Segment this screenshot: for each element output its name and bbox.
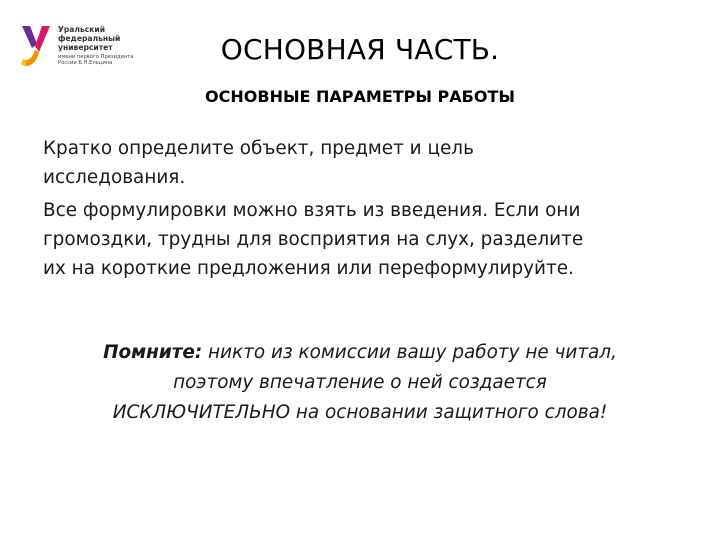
logo-subline-1: имени первого Президента (58, 54, 134, 60)
logo-line-3: университет (58, 43, 113, 52)
paragraph-objectives (43, 134, 683, 192)
note-line: поэтому впечатление о ней создается (173, 372, 547, 393)
slide-body (43, 134, 683, 287)
note-lead: Помните: (103, 342, 203, 363)
reminder-note (30, 338, 690, 428)
logo-line-1: Уральский (58, 25, 106, 34)
note-line (30, 338, 690, 368)
paragraph-line: громоздки, трудны для восприятия на слух, разделите (43, 229, 584, 250)
paragraph-line: исследования. (43, 167, 186, 188)
note-line: ИСКЛЮЧИТЕЛЬНО на основании защитного слова! (112, 402, 608, 423)
slide-title: ОСНОВНАЯ ЧАСТЬ. (220, 33, 500, 66)
paragraph-line: Все формулировки можно взять из введения. Если они (43, 200, 581, 221)
logo-subline-2: России Б.Н.Ельцина (58, 60, 113, 67)
paragraph-formulations (43, 196, 683, 283)
logo-line-2: федеральный (58, 34, 121, 43)
note-line-1-rest: никто из комиссии вашу работу не читал, (202, 342, 617, 363)
paragraph-line: их на короткие предложения или переформулируйте. (43, 258, 574, 279)
paragraph-line: Кратко определите объект, предмет и цель (43, 138, 474, 159)
slide-subtitle: ОСНОВНЫЕ ПАРАМЕТРЫ РАБОТЫ (205, 87, 515, 106)
